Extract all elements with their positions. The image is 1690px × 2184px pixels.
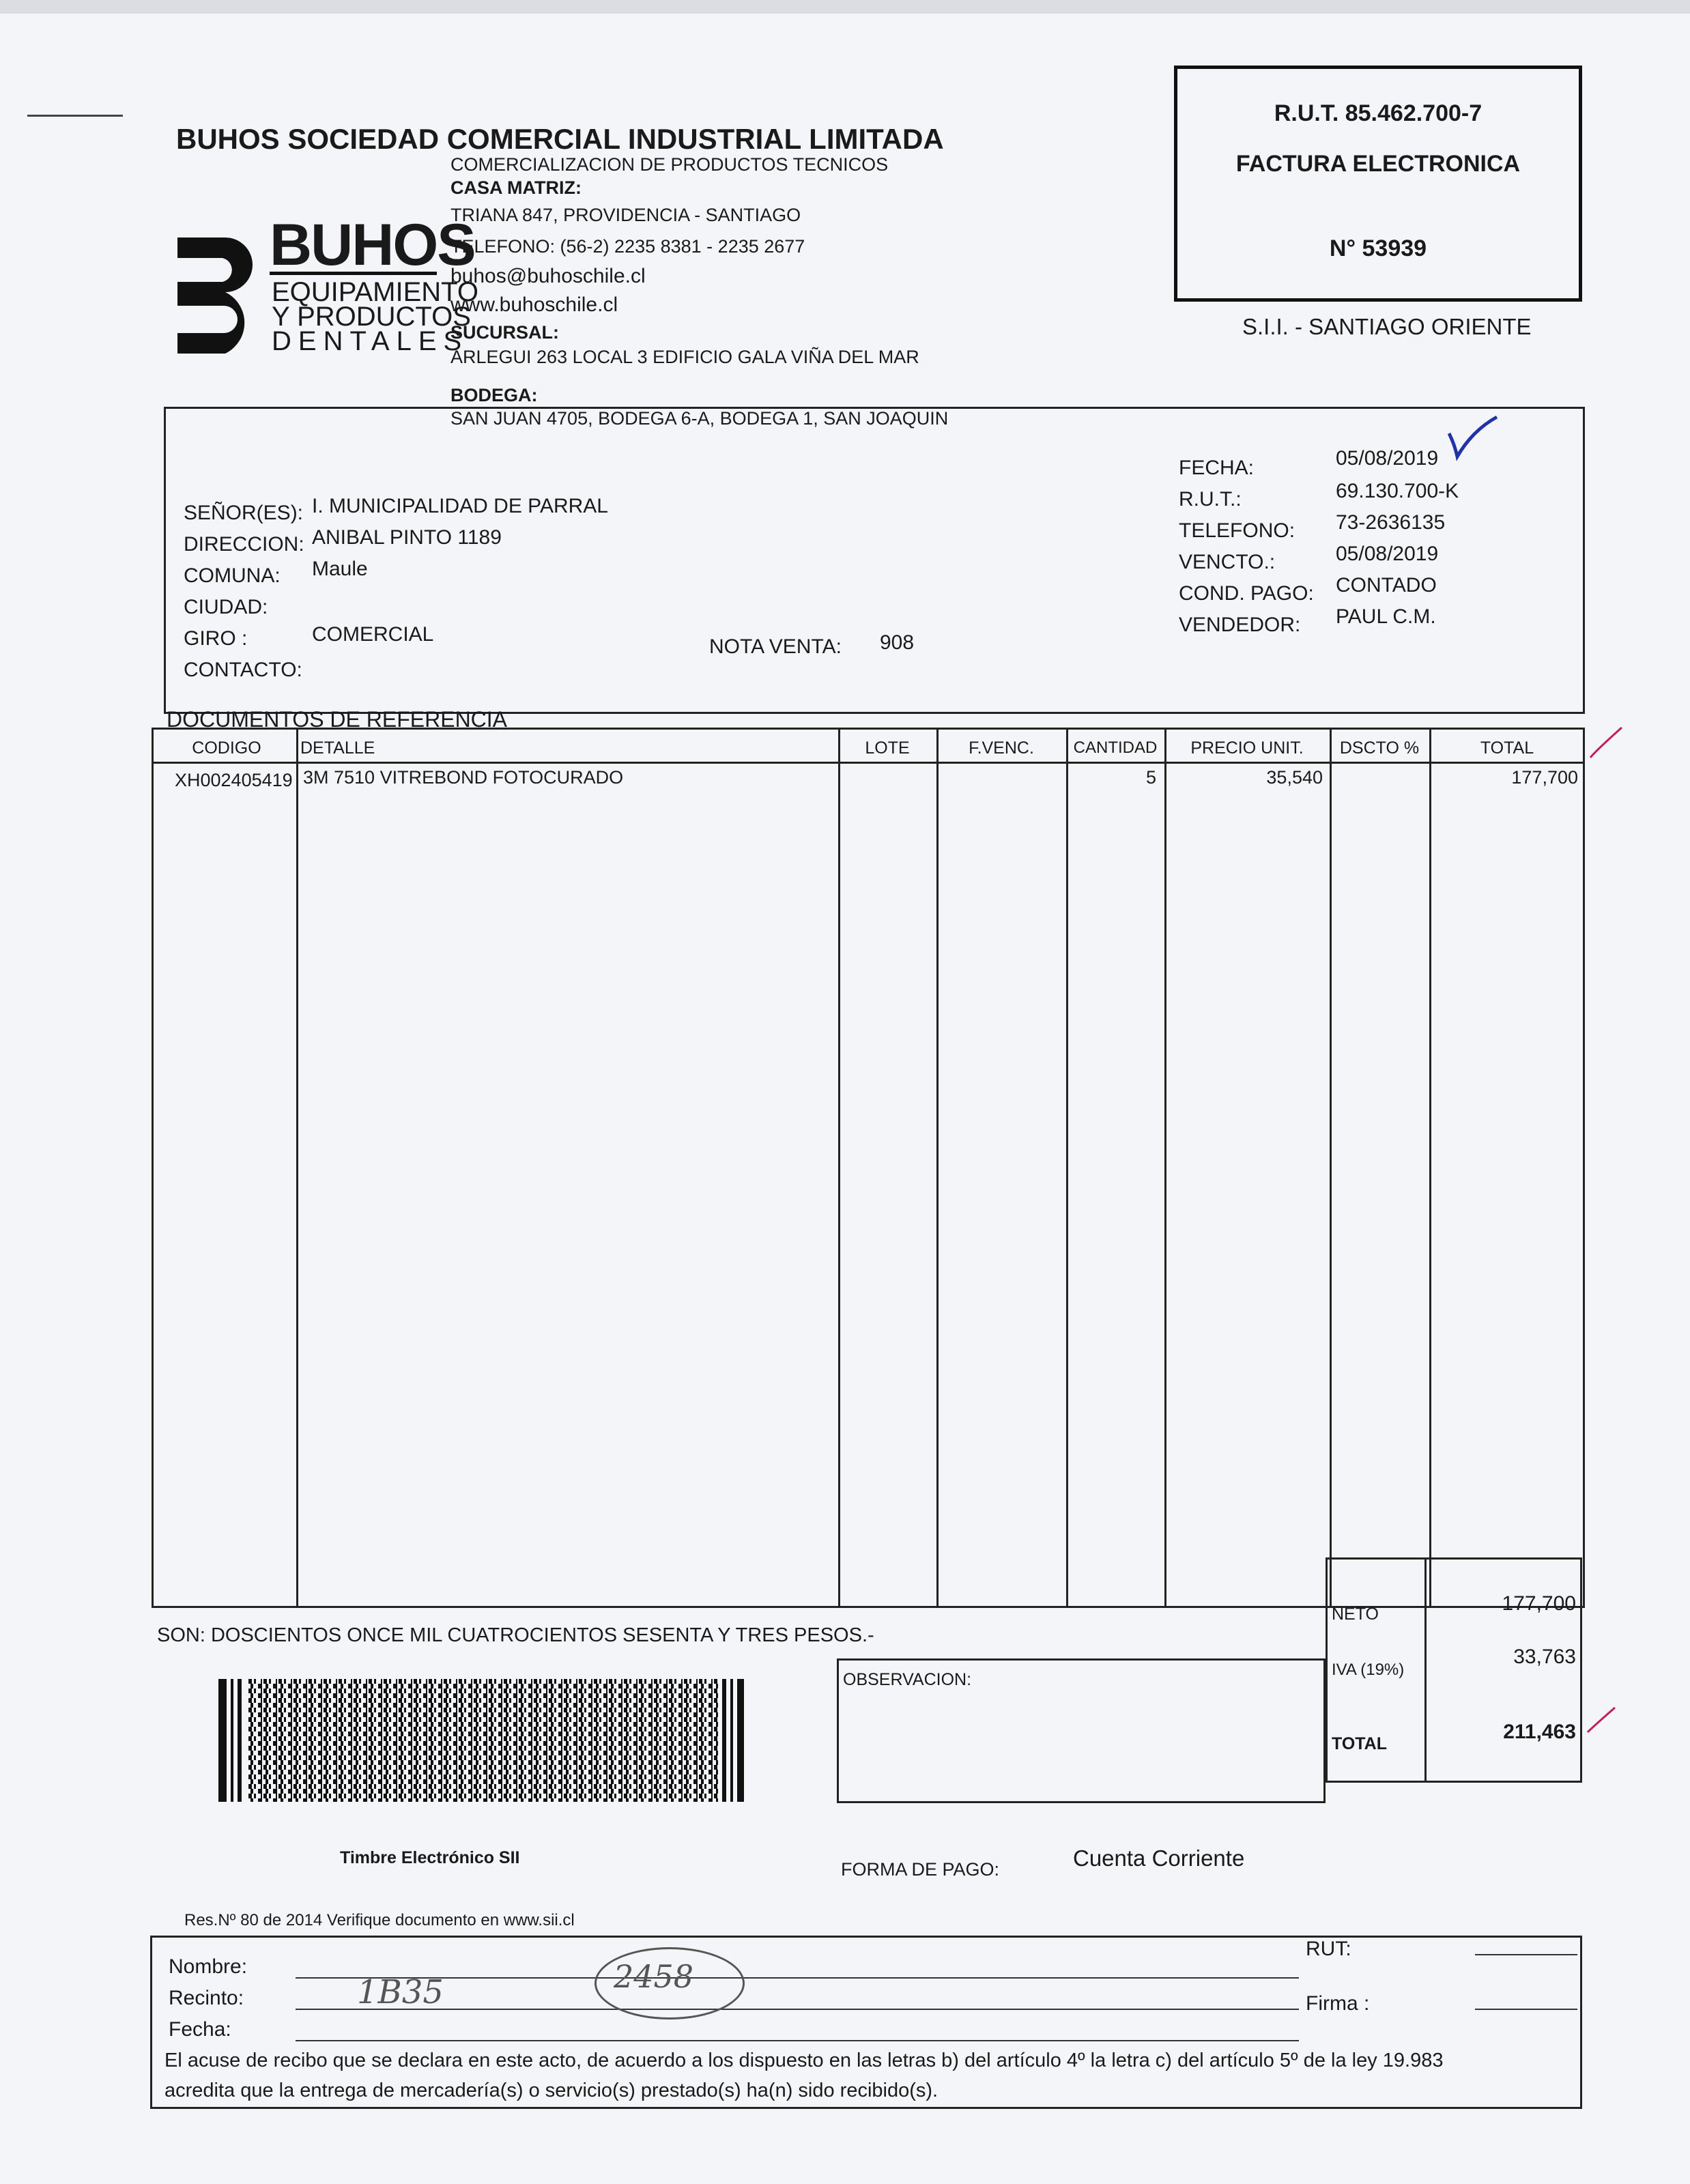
warehouse-address: SAN JUAN 4705, BODEGA 6-A, BODEGA 1, SAN JOAQUIN [450,408,949,429]
bodega-label: BODEGA: [450,385,538,405]
casa-matriz-label: CASA MATRIZ: [450,177,582,198]
company-email: buhos@buhoschile.cl [450,265,646,287]
row-cantidad: 5 [1145,767,1156,788]
logo-line-1: EQUIPAMIENTO [272,277,479,307]
vendedor-label: VENDEDOR: [1179,614,1301,636]
row-detalle: 3M 7510 VITREBOND FOTOCURADO [303,767,624,788]
client-telefono: 73-2636135 [1336,511,1446,534]
timbre-label: Timbre Electrónico SII [340,1848,520,1867]
document-type: FACTURA ELECTRONICA [1235,151,1521,177]
sii-resolution-note: Res.Nº 80 de 2014 Verifique documento en www.sii.cl [184,1911,575,1929]
client-fecha: 05/08/2019 [1336,447,1439,470]
acknowledgment-box [150,1936,1582,2109]
col-lote: LOTE [865,738,910,758]
invoice-id-box [1174,66,1582,302]
client-giro: COMERCIAL [312,623,434,646]
comuna-label: COMUNA: [184,564,281,587]
legal-text-line-1: El acuse de recibo que se declara en este acto, de acuerdo a los dispuesto en las letras b) del artículo 4º la letra c) del artículo 5º de la ley 19.983 [164,2050,1444,2071]
client-comuna: Maule [312,558,368,580]
cond-pago-label: COND. PAGO: [1179,582,1314,605]
client-info-box [164,407,1585,714]
firma-label: Firma : [1306,1992,1370,2015]
red-check-mark-icon [1588,723,1624,764]
total-value: 211,463 [1503,1721,1576,1743]
forma-pago-value: Cuenta Corriente [1073,1845,1245,1871]
nota-venta-number: 908 [880,631,915,654]
nombre-label: Nombre: [169,1955,248,1978]
total-label: TOTAL [1332,1734,1388,1753]
row-precio-unit: 35,540 [1266,767,1323,788]
forma-pago-label: FORMA DE PAGO: [841,1859,1000,1880]
client-name: I. MUNICIPALIDAD DE PARRAL [312,495,608,517]
top-left-rule [27,115,123,117]
handwritten-recinto: 1B35 [357,1973,444,2011]
logo-word: BUHOS [270,212,475,278]
telefono-label: TELEFONO: [1179,519,1295,542]
client-vendedor: PAUL C.M. [1336,605,1436,628]
timbre-barcode-icon [218,1679,744,1802]
neto-label: NETO [1332,1605,1379,1624]
row-codigo: XH002405419 [175,770,293,790]
company-name: BUHOS SOCIEDAD COMERCIAL INDUSTRIAL LIMITADA [176,123,944,155]
nota-venta-label: NOTA VENTA: [709,635,842,658]
issuer-rut: R.U.T. 85.462.700-7 [1274,100,1483,126]
sucursal-label: SUCURSAL: [450,322,559,343]
iva-label: IVA (19%) [1332,1661,1405,1679]
col-codigo: CODIGO [192,738,261,758]
client-address: ANIBAL PINTO 1189 [312,526,502,549]
logo-line-2: Y PRODUCTOS [272,302,471,332]
observacion-box [837,1658,1326,1803]
logo-rule [270,272,437,275]
logo-line-3: DENTALES [272,326,469,356]
col-f-venc: F.VENC. [969,738,1034,758]
invoice-page [0,14,1690,2184]
blue-check-mark-icon [1445,414,1500,462]
buhos-logo-icon [171,231,253,360]
col-cantidad: CANTIDAD [1073,738,1158,757]
client-rut: 69.130.700-K [1336,480,1459,502]
giro-label: GIRO : [184,627,248,650]
sii-office: S.I.I. - SANTIAGO ORIENTE [1242,314,1532,339]
main-address: TRIANA 847, PROVIDENCIA - SANTIAGO [450,205,801,225]
col-dscto: DSCTO % [1339,738,1420,758]
client-rut-label: R.U.T.: [1179,488,1242,511]
ciudad-label: CIUDAD: [184,596,268,618]
amount-in-words: SON: DOSCIENTOS ONCE MIL CUATROCIENTOS SESENTA Y TRES PESOS.- [157,1624,874,1646]
vencto-label: VENCTO.: [1179,551,1276,573]
totals-box [1326,1557,1582,1783]
branch-address: ARLEGUI 263 LOCAL 3 EDIFICIO GALA VIÑA DEL MAR [450,347,919,367]
neto-value: 177,700 [1502,1592,1576,1615]
invoice-number: N° 53939 [1329,235,1427,261]
col-total: TOTAL [1480,738,1534,758]
rut-ack-label: RUT: [1306,1938,1351,1960]
observacion-label: OBSERVACION: [843,1670,972,1689]
col-detalle: DETALLE [300,738,375,758]
legal-text-line-2: acredita que la entrega de mercadería(s) o servicio(s) prestado(s) ha(n) sido recibido(s). [164,2080,939,2101]
fecha-ack-label: Fecha: [169,2018,231,2041]
direccion-label: DIRECCION: [184,533,304,556]
client-vencto: 05/08/2019 [1336,543,1439,565]
contacto-label: CONTACTO: [184,659,302,681]
fecha-label: FECHA: [1179,457,1255,479]
doc-ref-label: DOCUMENTOS DE REFERENCIA [167,707,508,732]
iva-value: 33,763 [1513,1646,1576,1668]
row-total: 177,700 [1511,767,1578,788]
col-precio-unit: PRECIO UNIT. [1190,738,1304,758]
company-phone: TELEFONO: (56-2) 2235 8381 - 2235 2677 [450,236,805,257]
company-website: www.buhoschile.cl [450,293,618,316]
recinto-label: Recinto: [169,1987,244,2009]
company-activity: COMERCIALIZACION DE PRODUCTOS TECNICOS [450,154,889,175]
red-check-mark-total-icon [1585,1704,1619,1738]
handwritten-circled-number: 2458 [614,1958,694,1995]
items-table [152,728,1585,1608]
senor-label: SEÑOR(ES): [184,502,304,524]
client-cond-pago: CONTADO [1336,574,1437,597]
